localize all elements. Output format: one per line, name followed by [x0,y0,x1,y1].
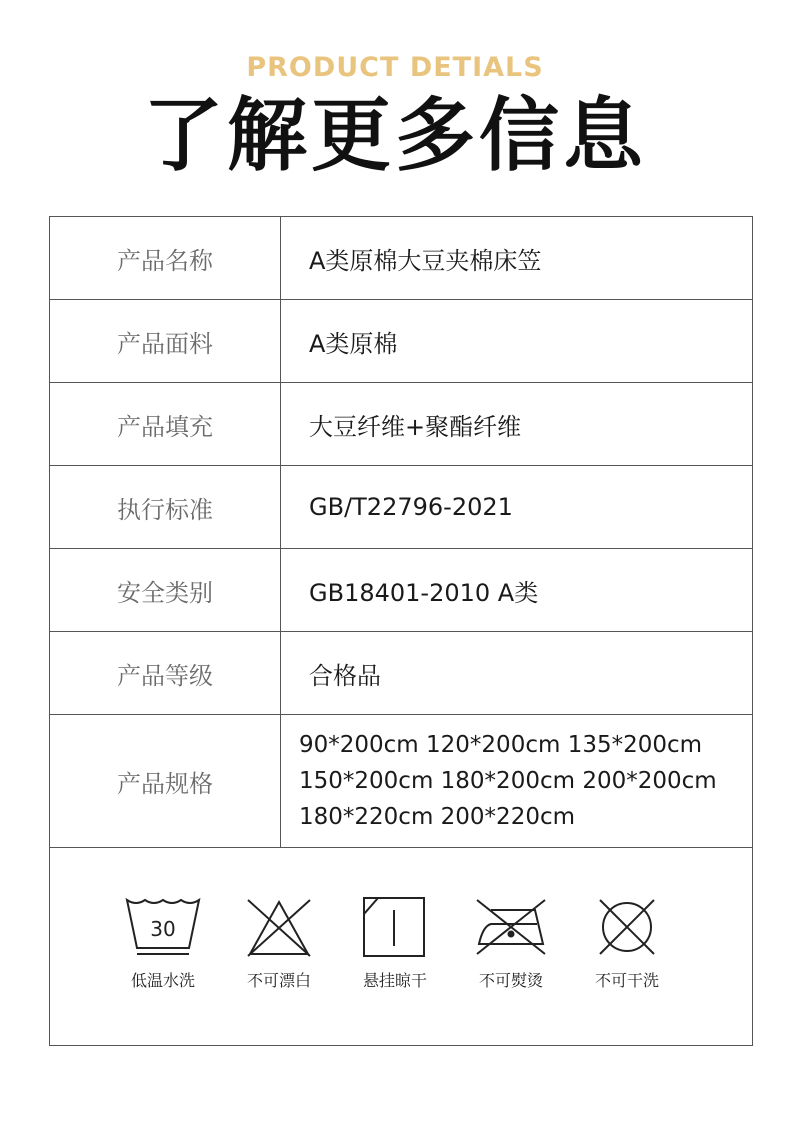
care-label: 不可漂白 [246,971,311,990]
spec-label: 产品面料 [50,300,281,383]
spec-label: 安全类别 [50,549,281,632]
wash-temp: 30 [150,917,176,941]
spec-row-name [50,217,753,300]
spec-row-filling [50,383,753,466]
spec-value: A类原棉 [281,300,753,383]
spec-row-grade [50,632,753,715]
page-title: 了解更多信息 [143,89,647,182]
care-item-dryclean [572,896,682,991]
hang-dry-icon [360,896,430,958]
spec-label: 执行标准 [50,466,281,549]
size-line: 90*200cm 120*200cm 135*200cm [299,732,703,758]
spec-value-sizes [281,715,753,848]
no-iron-icon [471,896,551,958]
spec-row-sizes [50,715,753,848]
spec-label: 产品等级 [50,632,281,715]
spec-label: 产品规格 [50,715,281,848]
care-item-dry [340,896,450,991]
care-label: 不可干洗 [594,971,659,990]
care-instructions [49,848,753,1046]
care-label: 低温水洗 [130,971,195,990]
no-bleach-icon [244,896,314,958]
spec-value: 合格品 [281,632,753,715]
spec-row-standard [50,466,753,549]
spec-table [49,216,753,848]
spec-label: 产品填充 [50,383,281,466]
size-line: 180*220cm 200*220cm [299,804,576,830]
spec-value: GB/T22796-2021 [281,466,753,549]
care-item-iron [456,896,566,991]
spec-label: 产品名称 [50,217,281,300]
spec-value: GB18401-2010 A类 [281,549,753,632]
spec-row-fabric [50,300,753,383]
section-eyebrow: PRODUCT DETIALS [246,52,544,83]
care-item-bleach [224,896,334,991]
spec-row-safety [50,549,753,632]
no-dry-clean-icon [592,896,662,958]
spec-value: A类原棉大豆夹棉床笠 [281,217,753,300]
low-temp-wash-icon [123,896,203,958]
care-label: 不可熨烫 [478,971,543,990]
spec-value: 大豆纤维+聚酯纤维 [281,383,753,466]
size-line: 150*200cm 180*200cm 200*200cm [299,768,717,794]
care-label: 悬挂晾干 [362,971,427,990]
care-item-wash [108,896,218,991]
